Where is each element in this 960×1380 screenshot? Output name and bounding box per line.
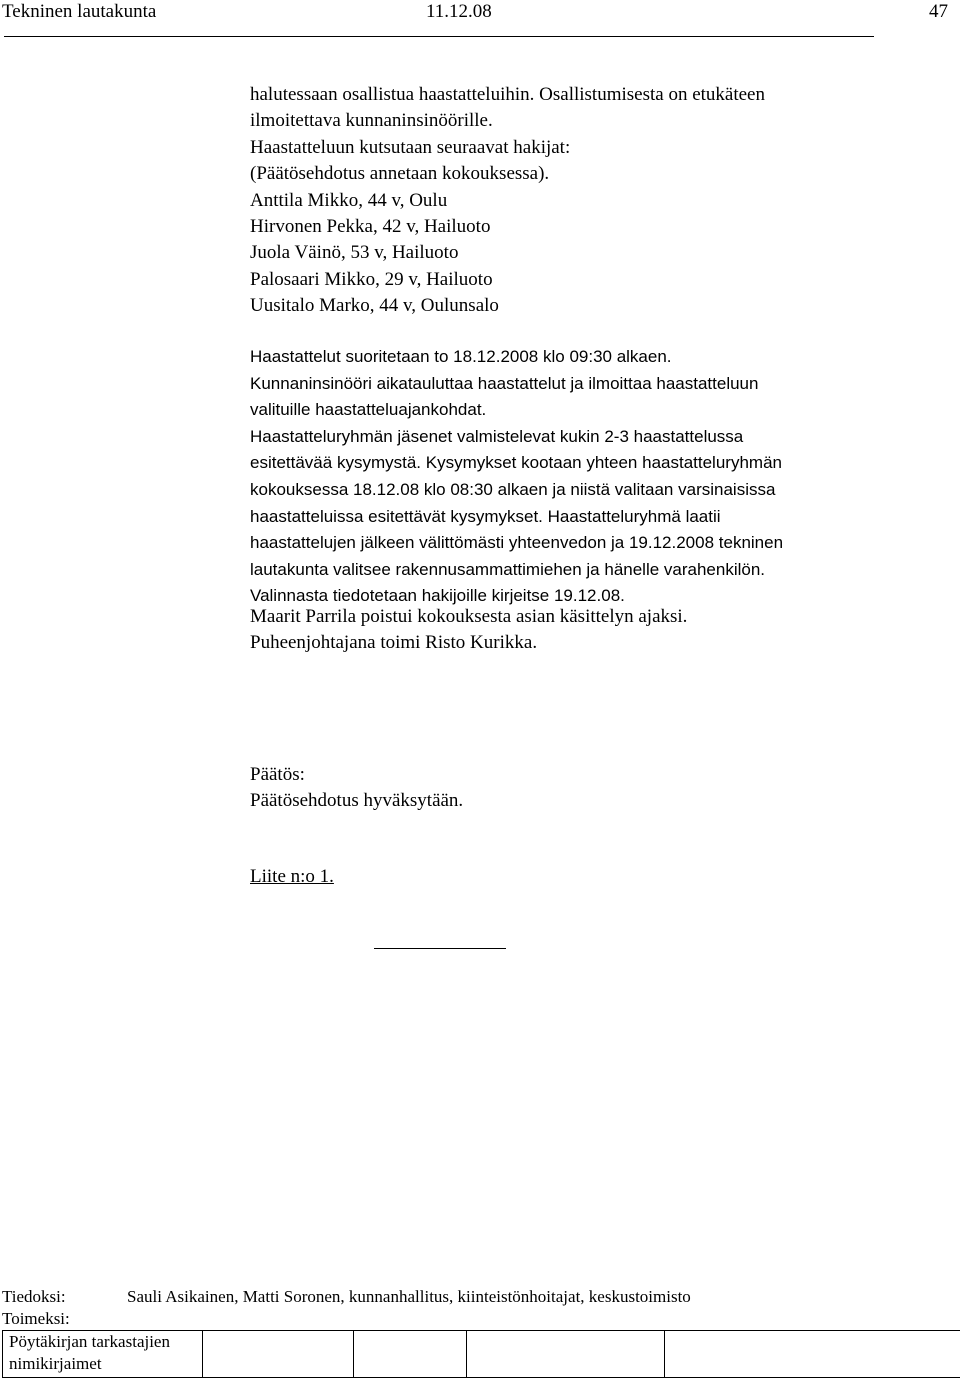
toimeksi-label: Toimeksi: (2, 1309, 70, 1328)
procedure-line: Valinnasta tiedotetaan hakijoille kirjeitse 19.12.08. (250, 586, 625, 606)
procedure-line: Haastattelut suoritetaan to 18.12.2008 klo 09:30 alkaen. (250, 347, 672, 366)
initials-cell (354, 1331, 467, 1378)
tiedoksi-label: Tiedoksi: (2, 1287, 66, 1306)
applicant-item: Hirvonen Pekka, 42 v, Hailuoto (250, 216, 491, 238)
signature-label-line1: Pöytäkirjan tarkastajien (9, 1332, 170, 1351)
closing-line: Puheenjohtajana toimi Risto Kurikka. (250, 632, 538, 654)
section-end-rule (374, 948, 506, 949)
procedure-line: Haastatteluryhmän jäsenet valmistelevat kukin 2-3 haastattelussa (250, 426, 744, 446)
tiedoksi-recipients: Sauli Asikainen, Matti Soronen, kunnanhallitus, kiinteistönhoitajat, keskustoimisto (127, 1287, 691, 1306)
meeting-date: 11.12.08 (426, 1, 492, 22)
initials-cell (467, 1331, 665, 1378)
closing-section (250, 604, 940, 657)
applicant-item: Uusitalo Marko, 44 v, Oulunsalo (250, 295, 499, 317)
header-rule (4, 36, 874, 37)
signature-label-line2: nimikirjaimet (9, 1354, 102, 1373)
intro-line: halutessaan osallistua haastatteluihin. Osallistumisesta on etukäteen (250, 84, 765, 105)
initials-cell (203, 1331, 354, 1378)
applicant-item: Juola Väinö, 53 v, Hailuoto (250, 242, 459, 264)
procedure-section (250, 344, 940, 610)
intro-line: Haastatteluun kutsutaan seuraavat hakijat: (250, 136, 571, 158)
procedure-line: esitettävää kysymystä. Kysymykset kootaan yhteen haastatteluryhmän (250, 453, 782, 473)
page-number: 47 (929, 1, 948, 22)
procedure-line: Kunnaninsinööri aikatauluttaa haastattelut ja ilmoittaa haastatteluun (250, 373, 759, 393)
intro-line: (Päätösehdotus annetaan kokouksessa). (250, 163, 550, 185)
decision-text: Päätösehdotus hyväksytään. (250, 790, 464, 812)
attachment-reference: Liite n:o 1. (250, 866, 334, 887)
attachment-section (250, 864, 940, 890)
procedure-line: valituille haastatteluajankohdat. (250, 400, 487, 420)
signature-table (2, 1330, 960, 1378)
decision-section (250, 762, 940, 815)
signature-label-cell (3, 1331, 203, 1378)
applicant-item: Palosaari Mikko, 29 v, Hailuoto (250, 268, 493, 290)
closing-line: Maarit Parrila poistui kokouksesta asian käsittelyn ajaksi. (250, 606, 688, 627)
procedure-line: haastatteluissa esitettävät kysymykset. Haastatteluryhmä laatii (250, 506, 721, 526)
committee-name: Tekninen lautakunta (2, 1, 157, 22)
page-header (0, 0, 960, 24)
intro-line: ilmoitettava kunnaninsinöörille. (250, 110, 493, 132)
decision-label: Päätös: (250, 764, 305, 785)
procedure-line: lautakunta valitsee rakennusammattimiehen ja hänelle varahenkilön. (250, 559, 766, 579)
applicant-item: Anttila Mikko, 44 v, Oulu (250, 189, 448, 211)
initials-cell (665, 1331, 960, 1378)
procedure-line: haastattelujen jälkeen välittömästi yhteenvedon ja 19.12.2008 tekninen (250, 533, 784, 553)
procedure-line: kokouksessa 18.12.08 klo 08:30 alkaen ja niistä valitaan varsinaisissa (250, 479, 776, 499)
intro-section (250, 82, 940, 320)
